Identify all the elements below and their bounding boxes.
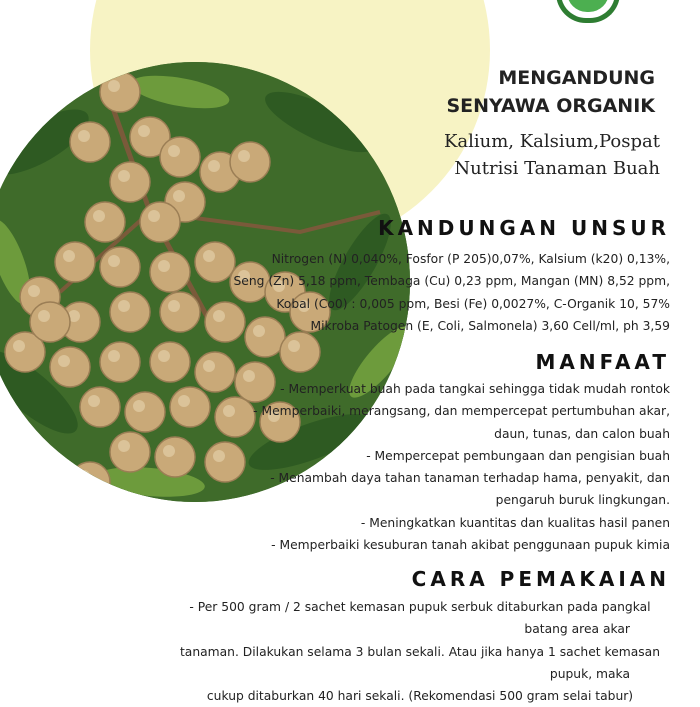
kandungan-line: Mikroba Patogen (E, Coli, Salmonela) 3,60 Cell/ml, ph 3,59 — [310, 318, 670, 333]
longan-fruit — [125, 392, 165, 432]
fruit-highlight — [58, 355, 70, 367]
longan-fruit — [80, 387, 120, 427]
cara-line: tanaman. Dilakukan selama 3 bulan sekali. Atau jika hanya 1 sachet kemasan — [179, 644, 661, 659]
longan-fruit — [140, 202, 180, 242]
fruit-highlight — [108, 80, 120, 92]
manfaat-line: - Memperkuat buah pada tangkai sehingga tidak mudah rontok — [280, 382, 670, 396]
longan-fruit — [110, 292, 150, 332]
longan-fruit — [280, 332, 320, 372]
fruit-highlight — [118, 170, 130, 182]
fruit-highlight — [38, 310, 50, 322]
fruit-highlight — [13, 340, 25, 352]
fruit-highlight — [118, 440, 130, 452]
manfaat-line: daun, tunas, dan calon buah — [494, 426, 670, 441]
fruit-highlight — [108, 350, 120, 362]
manfaat-line: - Meningkatkan kuantitas dan kualitas hasil panen — [360, 515, 670, 530]
longan-fruit — [70, 122, 110, 162]
fruit-highlight — [148, 210, 160, 222]
kandungan-line: Kobal (Co0) : 0,005 ppm, Besi (Fe) 0,0027%, C-Organik 10, 57% — [276, 296, 670, 311]
longan-fruit — [155, 437, 195, 477]
fruit-highlight — [28, 285, 40, 297]
fruit-highlight — [208, 160, 220, 172]
fruit-highlight — [63, 250, 75, 262]
longan-fruit — [150, 252, 190, 292]
brand-logo — [556, 0, 620, 23]
fruit-highlight — [238, 150, 250, 162]
manfaat-line: - Mempercepat pembungaan dan pengisian buah — [366, 448, 670, 463]
cara-title: CARA PEMAKAIAN — [411, 567, 670, 591]
longan-fruit — [30, 302, 70, 342]
fruit-highlight — [163, 445, 175, 457]
longan-fruit — [160, 292, 200, 332]
headline-line: MENGANDUNG — [498, 67, 655, 89]
headline — [446, 64, 655, 120]
fruit-highlight — [93, 210, 105, 222]
cara-text — [170, 596, 670, 707]
longan-fruit — [55, 242, 95, 282]
fruit-highlight — [288, 340, 300, 352]
cara-line: batang area akar — [524, 622, 630, 637]
manfaat-line: - Memperbaiki, merangsang, dan mempercepat pertumbuhan akar, — [253, 404, 670, 419]
fruit-highlight — [108, 255, 120, 267]
manfaat-line: pengaruh buruk lingkungan. — [495, 493, 670, 508]
manfaat-line: - Menambah daya tahan tanaman terhadap hama, penyakit, dan — [270, 471, 670, 486]
cara-line: cukup ditaburkan 40 hari sekali. (Rekomendasi 500 gram selai tabur) — [206, 689, 634, 704]
kandungan-line: Seng (Zn) 5,18 ppm, Tembaga (Cu) 0,23 ppm, Mangan (MN) 8,52 ppm, — [233, 274, 670, 289]
cara-line: pupuk, maka — [549, 666, 630, 681]
fruit-highlight — [78, 470, 90, 482]
subheadline-line: Nutrisi Tanaman Buah — [454, 158, 660, 179]
longan-fruit — [110, 162, 150, 202]
fruit-highlight — [88, 395, 100, 407]
longan-fruit — [100, 247, 140, 287]
fruit-highlight — [203, 360, 215, 372]
fruit-highlight — [158, 350, 170, 362]
fruit-highlight — [138, 125, 150, 137]
subheadline-line: Kalium, Kalsium,Pospat — [443, 131, 660, 152]
fruit-highlight — [178, 395, 190, 407]
fruit-highlight — [168, 300, 180, 312]
longan-fruit — [150, 342, 190, 382]
manfaat-title: MANFAAT — [535, 350, 670, 374]
kandungan-text — [210, 248, 670, 337]
fruit-highlight — [158, 260, 170, 272]
fruit-highlight — [133, 400, 145, 412]
longan-fruit — [170, 387, 210, 427]
longan-fruit — [50, 347, 90, 387]
kandungan-line: Nitrogen (N) 0,040%, Fosfor (P 205)0,07%, Kalsium (k20) 0,13%, — [271, 252, 670, 266]
longan-fruit — [230, 142, 270, 182]
fruit-highlight — [78, 130, 90, 142]
kandungan-title: KANDUNGAN UNSUR — [378, 216, 670, 240]
fruit-highlight — [168, 145, 180, 157]
manfaat-line: - Memperbaiki kesuburan tanah akibat penggunaan pupuk kimia — [271, 538, 670, 553]
fruit-highlight — [173, 190, 185, 202]
headline-line: SENYAWA ORGANIK — [446, 95, 655, 117]
longan-fruit — [110, 432, 150, 472]
longan-fruit — [70, 462, 110, 502]
longan-fruit — [160, 137, 200, 177]
fruit-highlight — [118, 300, 130, 312]
subheadline — [444, 128, 660, 182]
longan-fruit — [100, 342, 140, 382]
manfaat-text — [210, 378, 670, 556]
cara-line: - Per 500 gram / 2 sachet kemasan pupuk serbuk ditaburkan pada pangkal — [189, 600, 651, 614]
longan-fruit — [85, 202, 125, 242]
